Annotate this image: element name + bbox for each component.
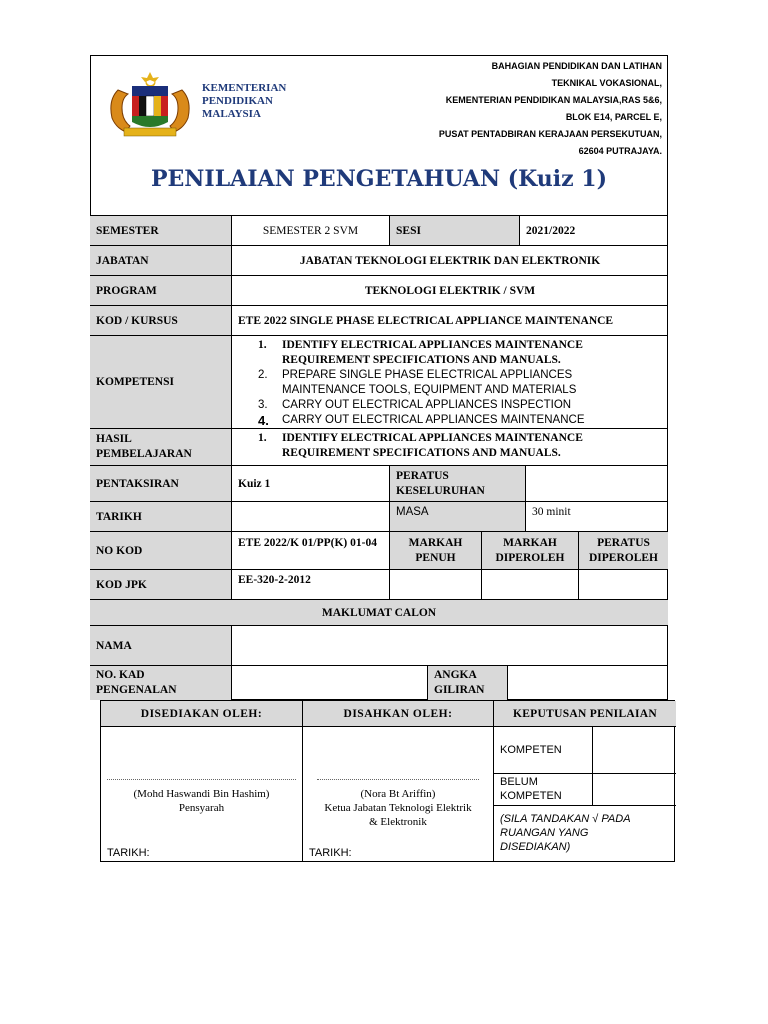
disahkan-role-line2: & Elektronik (369, 816, 427, 828)
angka-giliran-label: ANGKA GILIRAN (427, 666, 507, 700)
disediakan-header: DISEDIAKAN OLEH: (101, 701, 302, 727)
disahkan-role-line1: Ketua Jabatan Teknologi Elektrik (324, 802, 472, 814)
markah-diperoleh-value[interactable] (481, 570, 578, 599)
sesi-label: SESI (389, 216, 519, 245)
disahkan-header: DISAHKAN OLEH: (303, 701, 493, 727)
kodjpk-value: EE-320-2-2012 (231, 570, 389, 599)
disediakan-signature-line[interactable] (107, 779, 296, 780)
kompetensi-label: KOMPETENSI (90, 336, 231, 428)
ministry-address: BAHAGIAN PENDIDIKAN DAN LATIHAN TEKNIKAL VOKASIONAL, KEMENTERIAN PENDIDIKAN MALAYSIA,RAS 5&6, BLOK E14, PARCEL E, PUSAT PENTADBIRAN KERAJAAN PERSEKUTUAN, 62604 PUTRAJAYA. (438, 61, 662, 156)
program-value: TEKNOLOGI ELEKTRIK / SVM (231, 276, 668, 305)
kompetensi-item-4: 4. CARRY OUT ELECTRICAL APPLIANCES MAINTENANCE (258, 413, 585, 428)
row-kompetensi (90, 335, 668, 428)
nokad-label: NO. KAD PENGENALAN (90, 666, 231, 700)
nokod-label: NO KOD (90, 532, 231, 569)
disediakan-role: Pensyarah (178, 802, 225, 814)
angka-giliran-field[interactable] (507, 666, 668, 700)
peratus-keseluruhan-label: PERATUS KESELURUHAN (389, 466, 525, 501)
row-kursus (90, 305, 668, 335)
markah-penuh-label: MARKAH PENUH (389, 532, 481, 569)
maklumat-calon-heading: MAKLUMAT CALON (321, 606, 437, 619)
kompeten-label: KOMPETEN (500, 744, 562, 756)
semester-value: SEMESTER 2 SVM (231, 216, 389, 245)
row-jabatan (90, 245, 668, 275)
disediakan-tarikh: TARIKH: (107, 847, 150, 859)
page-title: PENILAIAN PENGETAHUAN (Kuiz 1) (151, 166, 607, 192)
peratus-diperoleh-value[interactable] (578, 570, 668, 599)
peratus-keseluruhan-value[interactable] (525, 466, 668, 501)
peratus-diperoleh-label: PERATUS DIPEROLEH (578, 532, 668, 569)
row-kodjpk (90, 569, 668, 599)
tick-instruction-note: (SILA TANDAKAN √ PADA RUANGAN YANG DISEDIAKAN) (500, 813, 631, 853)
pentaksiran-label: PENTAKSIRAN (90, 466, 231, 501)
markah-penuh-value[interactable] (389, 570, 481, 599)
ministry-name: KEMENTERIAN PENDIDIKAN MALAYSIA (202, 82, 287, 120)
signature-block (100, 700, 675, 862)
row-semester (90, 215, 668, 245)
kursus-label: KOD / KURSUS (90, 306, 231, 335)
masa-label: MASA (389, 502, 525, 531)
semester-label: SEMESTER (90, 216, 231, 245)
disahkan-name: (Nora Bt Ariffin) (360, 788, 436, 800)
kursus-value: ETE 2022 SINGLE PHASE ELECTRICAL APPLIANCE MAINTENANCE (231, 306, 668, 335)
row-nokod (90, 531, 668, 569)
pentaksiran-value: Kuiz 1 (231, 466, 389, 501)
nama-field[interactable] (231, 626, 668, 665)
keputusan-header: KEPUTUSAN PENILAIAN (494, 701, 676, 727)
row-hasil (90, 428, 668, 465)
sesi-value: 2021/2022 (519, 216, 668, 245)
hasil-label: HASIL PEMBELAJARAN (90, 429, 231, 465)
belum-kompeten-checkbox[interactable] (593, 774, 676, 805)
jabatan-value: JABATAN TEKNOLOGI ELEKTRIK DAN ELEKTRONIK (231, 246, 668, 275)
row-program (90, 275, 668, 305)
row-nama (90, 625, 668, 665)
program-label: PROGRAM (90, 276, 231, 305)
row-tarikh (90, 501, 668, 531)
masa-value: 30 minit (525, 502, 668, 531)
malaysia-crest-logo (104, 70, 196, 140)
disahkan-signature-line[interactable] (317, 779, 479, 780)
kompetensi-item-3: 3. CARRY OUT ELECTRICAL APPLIANCES INSPECTION (258, 399, 572, 411)
nokod-value: ETE 2022/K 01/PP(K) 01-04 (231, 532, 389, 569)
kompeten-checkbox[interactable] (593, 728, 676, 773)
disediakan-column (101, 701, 302, 861)
disahkan-column (302, 701, 493, 861)
jabatan-label: JABATAN (90, 246, 231, 275)
tarikh-value[interactable] (231, 502, 389, 531)
nama-label: NAMA (90, 626, 231, 665)
disediakan-name: (Mohd Haswandi Bin Hashim) (133, 788, 270, 800)
row-nokad (90, 665, 668, 700)
disahkan-tarikh: TARIKH: (309, 847, 352, 859)
nokad-field[interactable] (231, 666, 427, 700)
row-maklumat-calon (90, 599, 668, 625)
kompetensi-item-2: 2. PREPARE SINGLE PHASE ELECTRICAL APPLIANCES (258, 369, 573, 381)
tarikh-label: TARIKH (90, 502, 231, 531)
kompetensi-list: 1. IDENTIFY ELECTRICAL APPLIANCES MAINTENANCE REQUIREMENT SPECIFICATIONS AND MANUALS. 2. PREPARE SINGLE PHASE ELECTRICAL APPLIANCES MAINTENANCE TOOLS, EQUIPMENT AND MATERIALS 3. CARRY OUT ELECTRICAL APPLIANCES INSPECTION 4. CARRY OUT ELECTRICAL APPLIANCES MAINTENANCE (231, 336, 668, 428)
hasil-list: 1. IDENTIFY ELECTRICAL APPLIANCES MAINTENANCE REQUIREMENT SPECIFICATIONS AND MANUALS. (231, 429, 668, 465)
keputusan-column (493, 701, 676, 861)
markah-diperoleh-label: MARKAH DIPEROLEH (481, 532, 578, 569)
kompetensi-item-1: 1. IDENTIFY ELECTRICAL APPLIANCES MAINTENANCE (258, 339, 583, 351)
kodjpk-label: KOD JPK (90, 570, 231, 599)
row-pentaksiran (90, 465, 668, 501)
belum-kompeten-label: BELUM KOMPETEN (500, 776, 562, 802)
